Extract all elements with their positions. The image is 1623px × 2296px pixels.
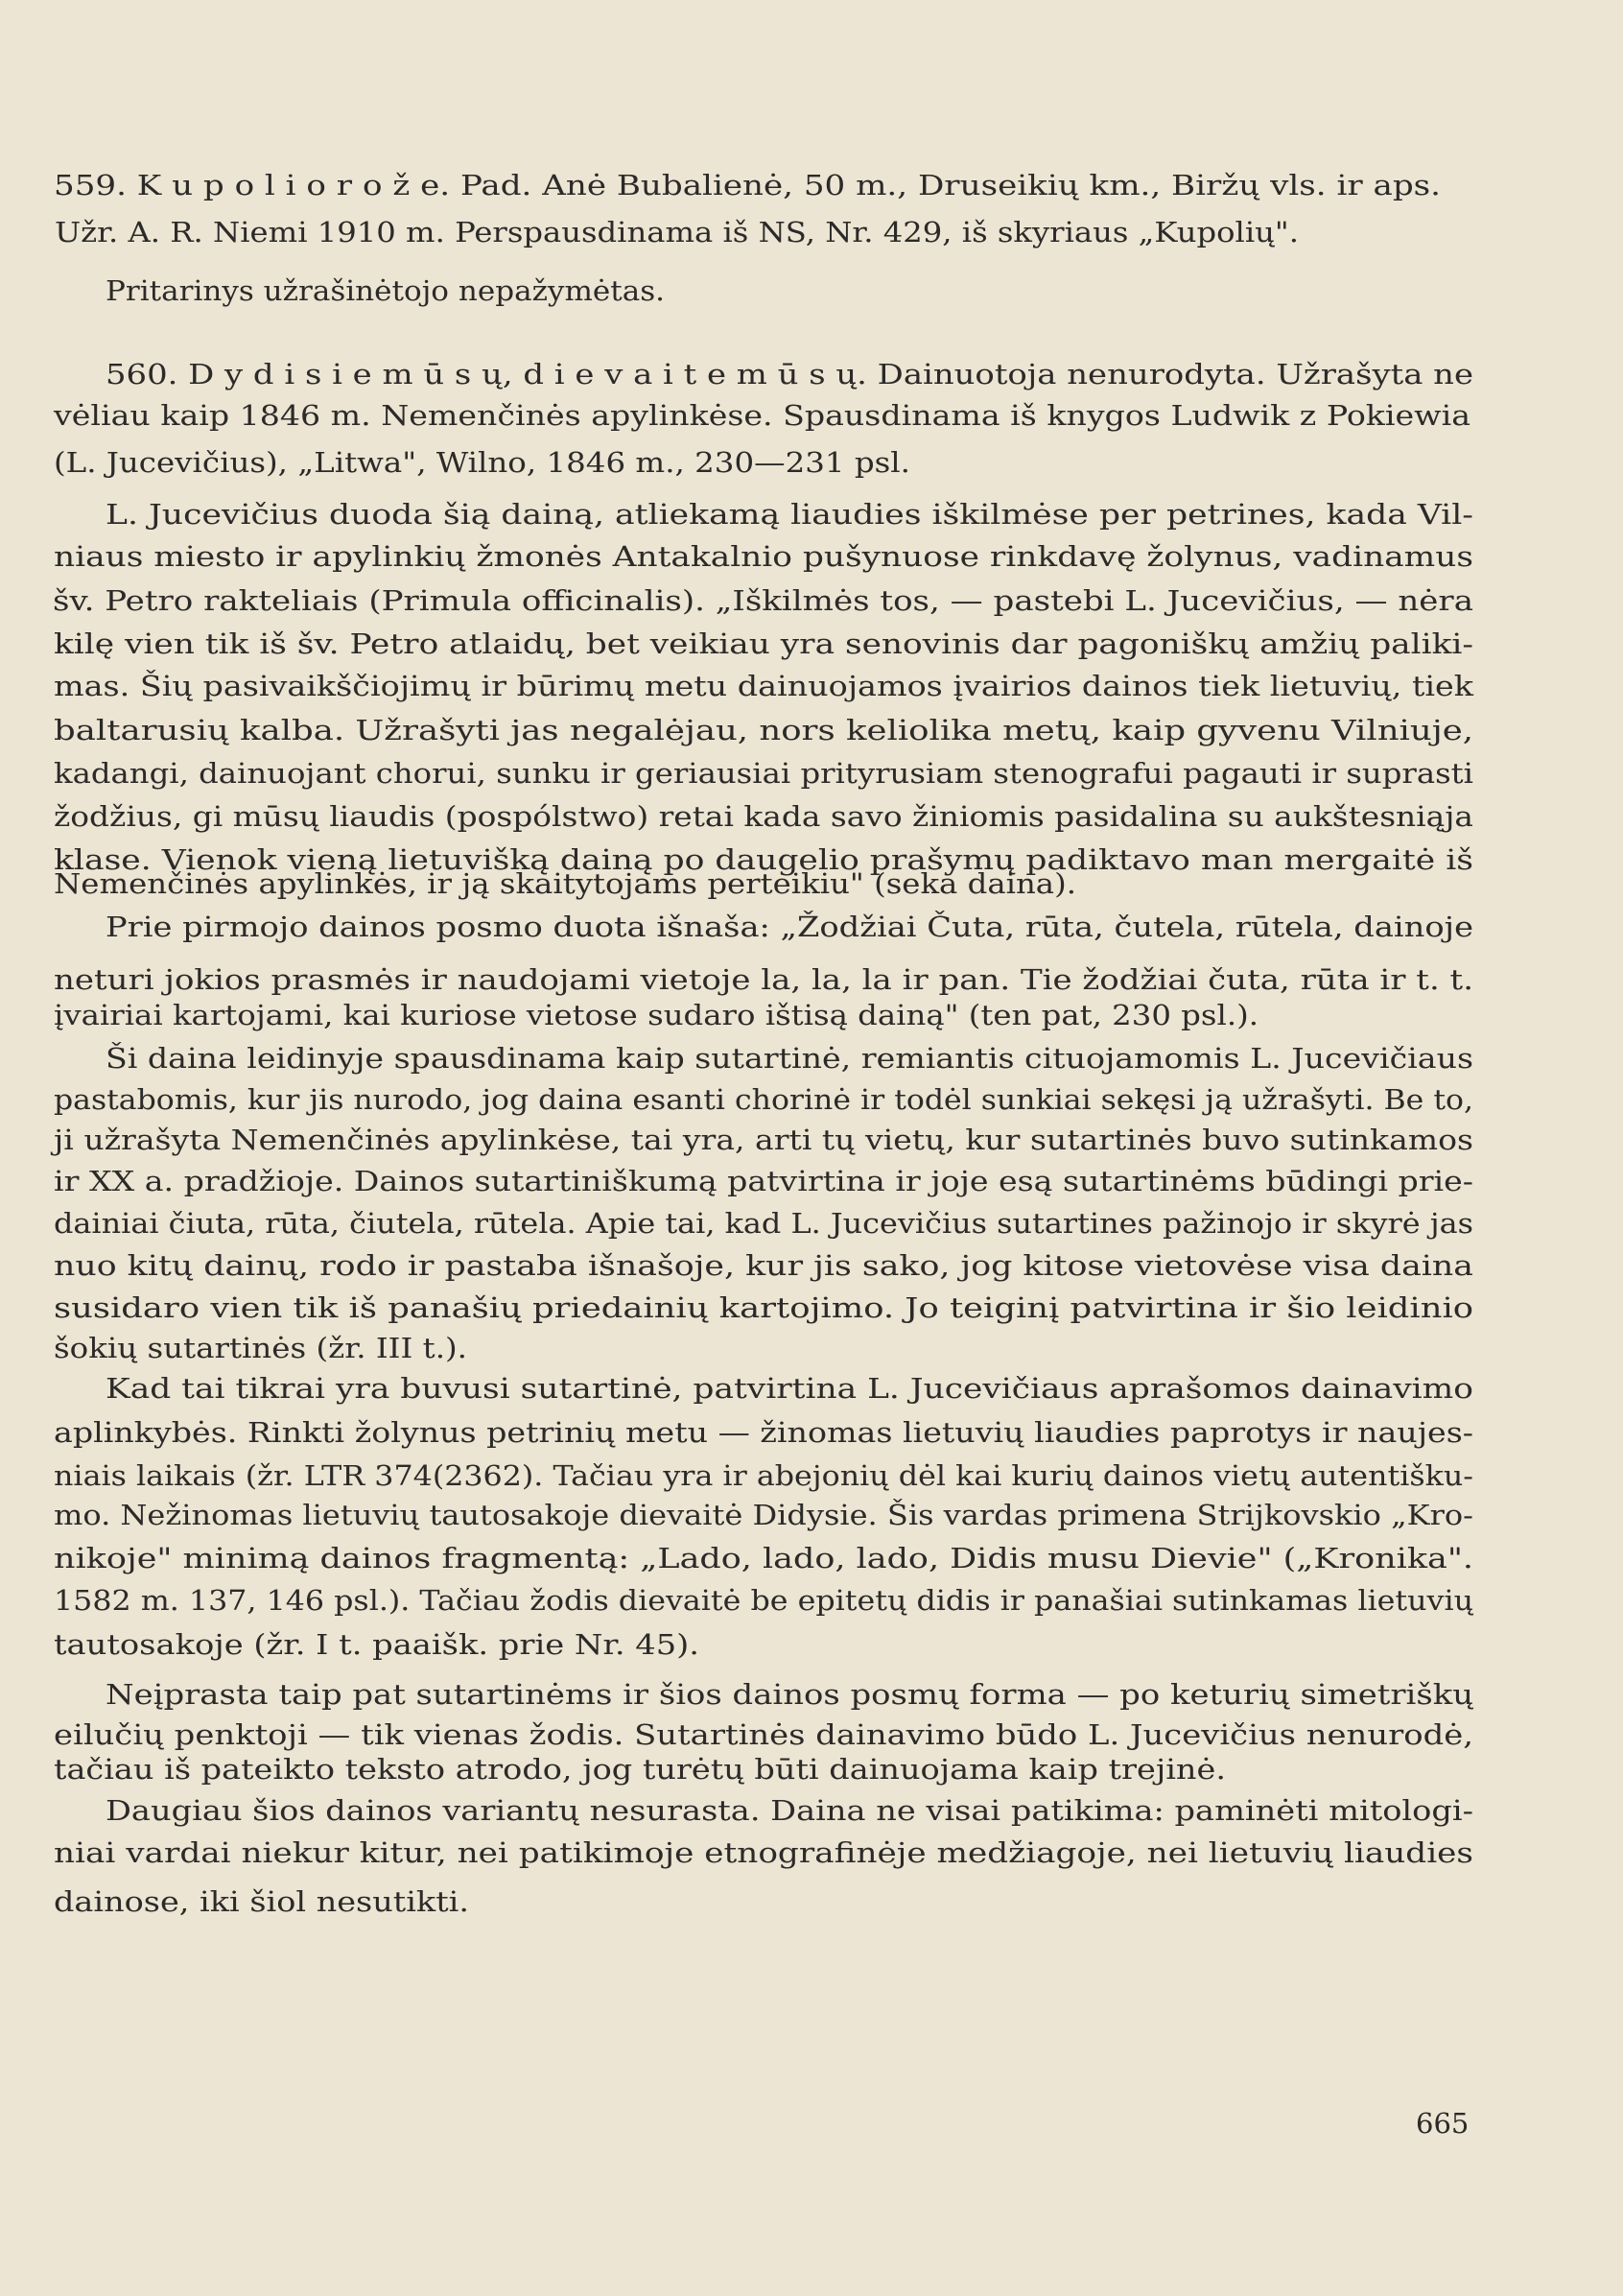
entry-560-source: vėliau kaip 1846 m. Nemenčinės apylinkėse. Spausdinama iš knygos Ludwik z Pokiewia: [54, 399, 1470, 432]
commentary-line: niais laikais (žr. LTR 374(2362). Tačiau yra ir abejonių dėl kai kurių dainos vietų autentišku-: [54, 1459, 1473, 1492]
commentary-line: mas. Šių pasivaikščiojimų ir būrimų metu dainuojamos įvairios dainos tiek lietuvių, tiek: [54, 670, 1473, 702]
page-number: 665: [1416, 2107, 1470, 2140]
commentary-line: Daugiau šios dainos variantų nesurasta. Daina ne visai patikima: paminėti mitologi-: [106, 1794, 1473, 1827]
commentary-line: mo. Nežinomas lietuvių tautosakoje dievaitė Didysie. Šis vardas primena Strijkovskio „Kro-: [54, 1499, 1473, 1531]
commentary-line: žodžius, gi mūsų liaudis (pospólstwo) retai kada savo žiniomis pasidalina su aukštesniąja: [54, 800, 1473, 833]
commentary-line: niaus miesto ir apylinkių žmonės Antakalnio pušynuose rinkdavę žolynus, vadinamus: [54, 540, 1473, 573]
commentary-line: baltarusių kalba. Užrašyti jas negalėjau, nors keliolika metų, kaip gyvenu Vilniuje,: [54, 714, 1473, 746]
entry-560-source: (L. Jucevičius), „Litwa", Wilno, 1846 m., 230—231 psl.: [54, 446, 910, 479]
commentary-line: neturi jokios prasmės ir naudojami vietoje la, la, la ir pan. Tie žodžiai čuta, rūta ir t. t.: [54, 963, 1473, 996]
commentary-line: Prie pirmojo dainos posmo duota išnaša: „Žodžiai Čuta, rūta, čutela, rūtela, dainoje: [106, 911, 1473, 943]
entry-559-note: Pritarinys užrašinėtojo nepažymėtas.: [106, 274, 665, 307]
commentary-line: šokių sutartinės (žr. III t.).: [54, 1332, 467, 1364]
commentary-line: Ši daina leidinyje spausdinama kaip sutartinė, remiantis cituojamomis L. Jucevičiaus: [106, 1042, 1473, 1075]
commentary-line: ji užrašyta Nemenčinės apylinkėse, tai yra, arti tų vietų, kur sutartinės buvo sutinkamos: [54, 1124, 1473, 1156]
commentary-line: Nemenčinės apylinkės, ir ją skaitytojams perteikiu" (seka daina).: [54, 867, 1076, 900]
commentary-line: aplinkybės. Rinkti žolynus petrinių metu — žinomas lietuvių liaudies paprotys ir naujes-: [54, 1416, 1473, 1449]
commentary-line: šv. Petro rakteliais (Primula officinalis). „Iškilmės tos, — pastebi L. Jucevičius, — nėra: [53, 584, 1473, 617]
commentary-line: susidaro vien tik iš panašių priedainių kartojimo. Jo teiginį patvirtina ir šio leidinio: [54, 1291, 1473, 1324]
entry-560-heading: 560. D y d i s i e m ū s ų, d i e v a i t e m ū s ų. Dainuotoja nenurodyta. Užrašyta ne: [106, 358, 1474, 391]
commentary-line: įvairiai kartojami, kai kuriose vietose sudaro ištisą dainą" (ten pat, 230 psl.).: [54, 999, 1258, 1031]
commentary-line: niai vardai niekur kitur, nei patikimoje etnografinėje medžiagoje, nei lietuvių liaudies: [54, 1836, 1473, 1869]
commentary-line: tautosakoje (žr. I t. paaišk. prie Nr. 45).: [54, 1628, 699, 1661]
commentary-line: klase. Vienok vieną lietuvišką dainą po daugelio prašymų padiktavo man mergaitė iš: [54, 843, 1473, 876]
commentary-line: eilučių penktoji — tik vienas žodis. Sutartinės dainavimo būdo L. Jucevičius nenurodė,: [54, 1718, 1473, 1751]
commentary-line: pastabomis, kur jis nurodo, jog daina esanti chorinė ir todėl sunkiai sekęsi ją užrašyti. Be to,: [54, 1083, 1473, 1116]
commentary-line: Kad tai tikrai yra buvusi sutartinė, patvirtina L. Jucevičiaus aprašomos dainavimo: [106, 1372, 1473, 1405]
commentary-line: Neįprasta taip pat sutartinėms ir šios dainos posmų forma — po keturių simetriškų: [106, 1678, 1473, 1711]
commentary-line: nuo kitų dainų, rodo ir pastaba išnašoje, kur jis sako, jog kitose vietovėse visa daina: [54, 1249, 1474, 1282]
commentary-line: nikoje" minimą dainos fragmentą: „Lado, lado, lado, Didis musu Dievie" („Kronika".: [54, 1542, 1473, 1574]
entry-559-heading: 559. K u p o l i o r o ž e. Pad. Anė Bubalienė, 50 m., Druseikių km., Biržų vls. ir aps.: [54, 169, 1441, 201]
entry-559-source: Užr. A. R. Niemi 1910 m. Perspausdinama iš NS, Nr. 429, iš skyriaus „Kupolių".: [55, 216, 1299, 249]
commentary-line: dainiai čiuta, rūta, čiutela, rūtela. Apie tai, kad L. Jucevičius sutartines pažinojo ir skyrė jas: [54, 1207, 1473, 1240]
commentary-line: L. Jucevičius duoda šią dainą, atliekamą liaudies iškilmėse per petrines, kada Vil-: [106, 498, 1473, 531]
commentary-line: 1582 m. 137, 146 psl.). Tačiau žodis dievaitė be epitetų didis ir panašiai sutinkamas lietuvių: [54, 1584, 1473, 1617]
commentary-line: tačiau iš pateikto teksto atrodo, jog turėtų būti dainuojama kaip trejinė.: [54, 1753, 1226, 1786]
commentary-line: kilę vien tik iš šv. Petro atlaidų, bet veikiau yra senovinis dar pagoniškų amžių paliki-: [54, 627, 1473, 660]
commentary-line: kadangi, dainuojant chorui, sunku ir geriausiai prityrusiam stenografui pagauti ir suprasti: [54, 757, 1473, 790]
commentary-line: ir XX a. pradžioje. Dainos sutartiniškumą patvirtina ir joje esą sutartinėms būdingi prie-: [54, 1165, 1473, 1197]
commentary-line: dainose, iki šiol nesutikti.: [54, 1885, 469, 1918]
